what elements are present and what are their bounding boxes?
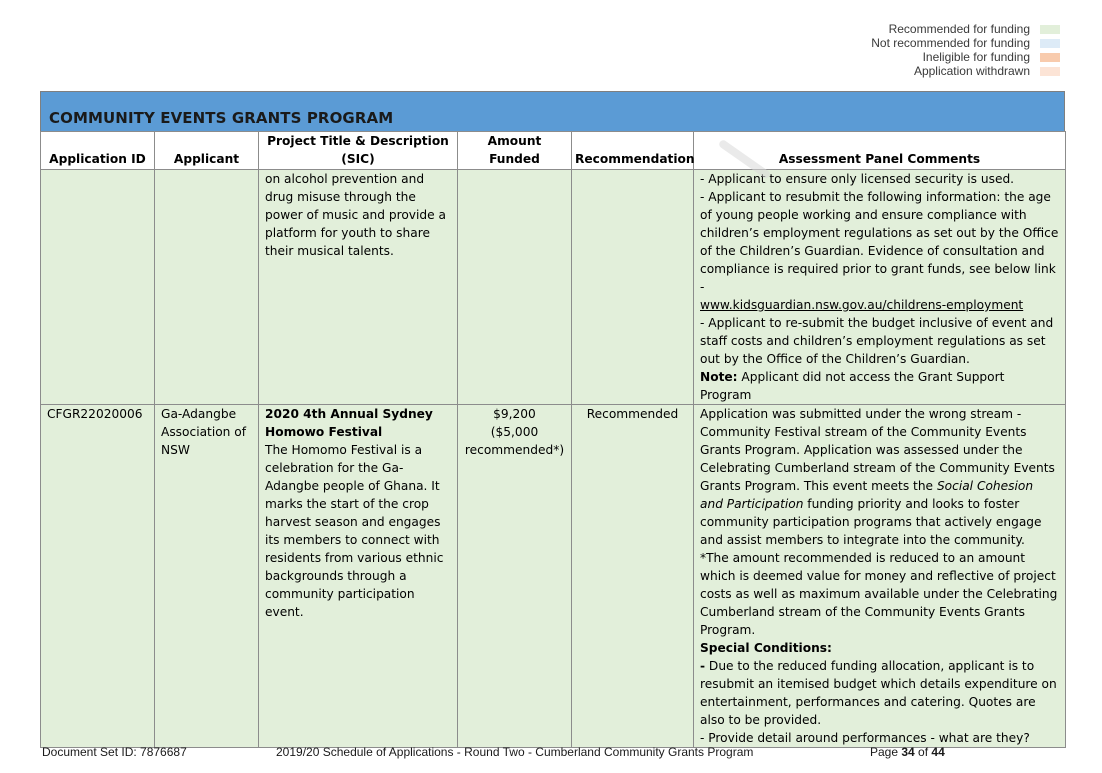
amount-recommended: ($5,000 — [490, 425, 539, 439]
special-condition-1 — [700, 657, 1059, 729]
cell-comments — [694, 405, 1066, 748]
note-label: Note: — [700, 370, 738, 384]
cell-project — [259, 405, 458, 748]
cell-project-desc — [259, 170, 458, 405]
cell-amount — [458, 405, 572, 748]
col-header-application-id: Application ID — [41, 132, 155, 170]
project-desc: The Homomo Festival is a celebration for the Ga-Adangbe people of Ghana. It marks the start of the crop harvest season and engages its members to connect with residents from various ethnic backgrounds through a community participation event. — [265, 443, 444, 619]
legend-label: Ineligible for funding — [922, 50, 1030, 64]
comment-security: - Applicant to ensure only licensed security is used. — [700, 172, 1015, 186]
table-header-row — [41, 132, 1066, 170]
footer-page-number — [870, 745, 945, 759]
page-of: of — [914, 745, 932, 759]
col-header-amount: Amount Funded — [458, 132, 572, 170]
comment-stream-text: Application was submitted under the wrong stream - Community Festival stream of the Community Events Grants Program. Application was assessed under the Celebrating Cumberland stream of the Community Events Grants Program. This event meets the — [700, 407, 1055, 493]
cell-applicant — [155, 170, 259, 405]
special-conditions-label: Special Conditions: — [700, 641, 832, 655]
col-header-project — [259, 132, 458, 170]
legend-label: Recommended for funding — [888, 22, 1030, 36]
cell-application-id — [41, 170, 155, 405]
page-current: 34 — [901, 745, 915, 759]
table-row — [41, 170, 1066, 405]
legend-recommended — [871, 22, 1060, 36]
cell-recommendation — [572, 170, 694, 405]
legend-ineligible — [871, 50, 1060, 64]
page-prefix: Page — [870, 745, 902, 759]
note — [700, 368, 1059, 404]
legend-swatch-salmon — [1040, 53, 1060, 62]
cell-recommendation: Recommended — [572, 405, 694, 748]
amount-requested: $9,200 — [493, 407, 536, 421]
cell-application-id: CFGR22020006 — [41, 405, 155, 748]
comment-reduced-amount: *The amount recommended is reduced to an amount which is deemed value for money and reflective of project costs as well as maximum available under the Celebrating Cumberland stream of the Community Events Grants Program. — [700, 551, 1058, 637]
kidsguardian-link[interactable]: www.kidsguardian.nsw.gov.au/childrens-employment — [700, 298, 1024, 312]
special-condition-dash: - — [700, 659, 706, 673]
table-row — [41, 405, 1066, 748]
note-text: Applicant did not access the Grant Support Program — [700, 370, 1005, 402]
grants-table-section — [40, 91, 1065, 748]
comment-resubmit-info: - Applicant to resubmit the following information: the age of young people working and ensure compliance with children’s employment regulations as set out by the Office of the Children’s Guardian. Evidence of consultation and compliance is required prior to grant funds, see below link - — [700, 190, 1059, 294]
footer-doc-set-id: Document Set ID: 7876687 — [42, 745, 187, 759]
legend-label: Not recommended for funding — [871, 36, 1030, 50]
comment-priority: Social Cohesion and Participation — [700, 479, 1034, 511]
legend-swatch-peach — [1040, 67, 1060, 76]
legend-not-recommended — [871, 36, 1060, 50]
legend-withdrawn — [871, 64, 1060, 78]
col-header-recommendation: Recommendation — [572, 132, 694, 170]
project-desc: on alcohol prevention and drug misuse through the power of music and provide a platform for youth to share their musical talents. — [265, 172, 446, 258]
program-title: COMMUNITY EVENTS GRANTS PROGRAM — [40, 91, 1065, 131]
legend-swatch-green — [1040, 25, 1060, 34]
page-total: 44 — [931, 745, 945, 759]
applications-table — [40, 131, 1066, 748]
special-condition-2: - Provide detail around performances - what are they? — [700, 731, 1030, 745]
special-condition-1-text: Due to the reduced funding allocation, applicant is to resubmit an itemised budget which details expenditure on entertainment, performances and catering. Quotes are also to be provided. — [700, 659, 1057, 727]
comment-budget: - Applicant to re-submit the budget inclusive of event and staff costs and children’s employment regulations as set out by the Office of the Children’s Guardian. — [700, 316, 1054, 366]
col-header-project-line2: (SIC) — [341, 152, 375, 166]
cell-comments — [694, 170, 1066, 405]
cell-applicant: Ga-Adangbe Association of NSW — [155, 405, 259, 748]
comment-stream — [700, 405, 1059, 549]
comment-stream-end: funding priority and looks to foster community participation programs that actively engage and assist members to integrate into the community. — [700, 497, 1042, 547]
footer-schedule-title: 2019/20 Schedule of Applications - Round Two - Cumberland Community Grants Program — [276, 745, 754, 759]
funding-legend — [871, 22, 1060, 78]
col-header-project-line1: Project Title & Description — [267, 134, 449, 148]
amount-recommended-note: recommended*) — [464, 443, 565, 457]
col-header-applicant: Applicant — [155, 132, 259, 170]
project-title: 2020 4th Annual Sydney Homowo Festival — [265, 407, 433, 439]
legend-label: Application withdrawn — [913, 64, 1030, 78]
legend-swatch-blue — [1040, 39, 1060, 48]
col-header-comments: Assessment Panel Comments — [694, 132, 1066, 170]
cell-amount — [458, 170, 572, 405]
